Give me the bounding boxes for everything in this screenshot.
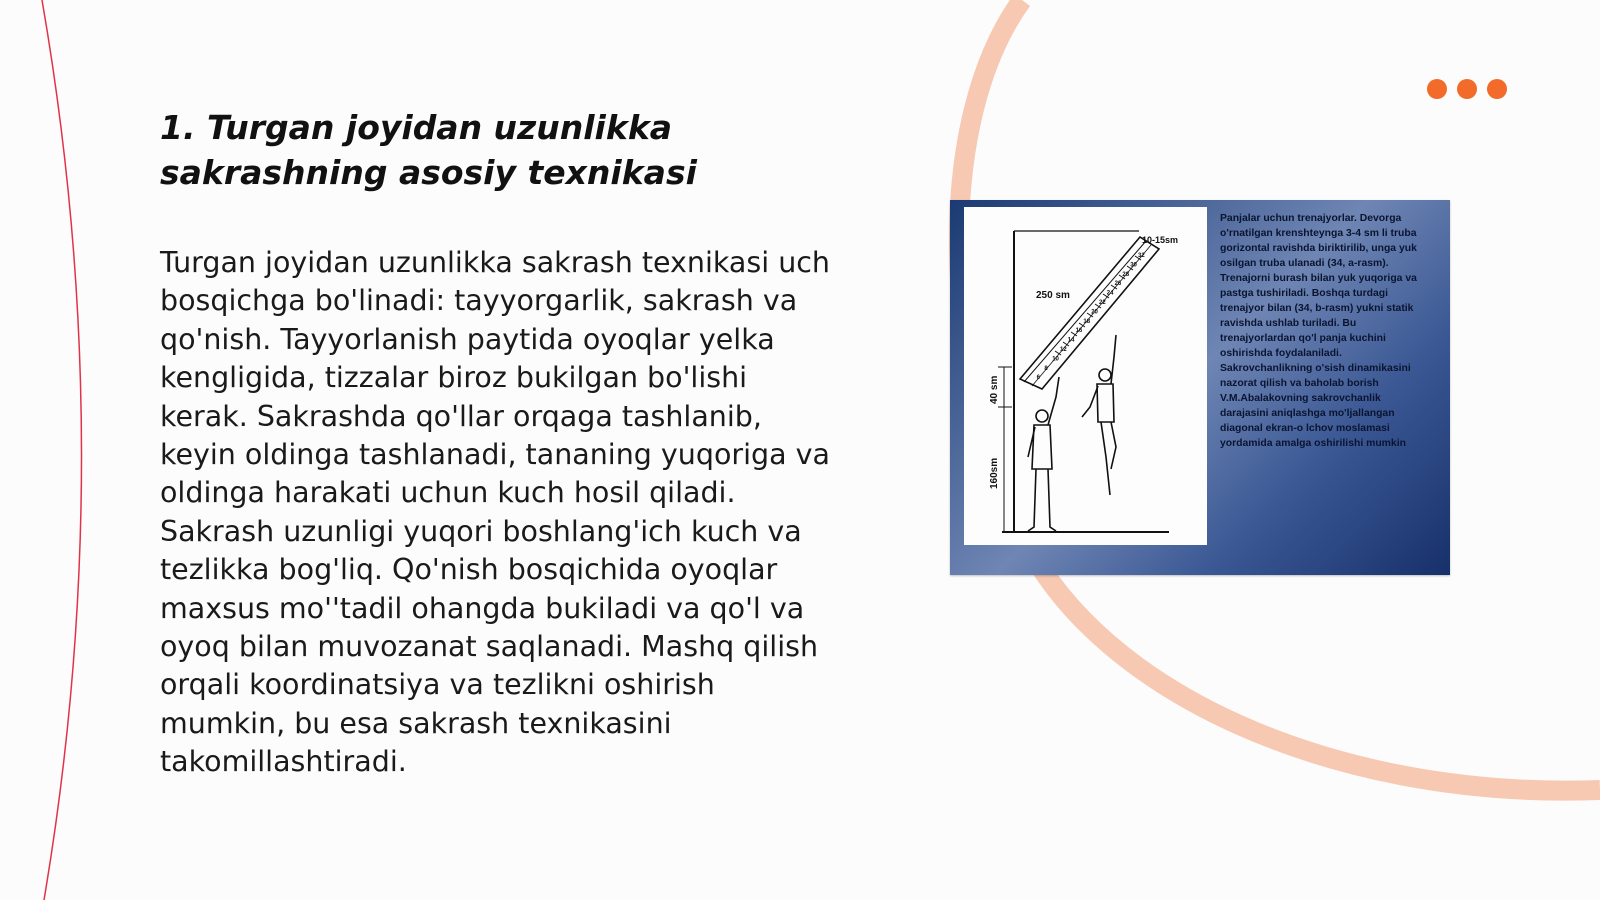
scale-tick-label: 26	[1114, 281, 1122, 288]
diagonal-line	[1024, 241, 1146, 382]
abalakov-diagram	[964, 207, 1207, 545]
slide-body-text: Turgan joyidan uzunlikka sakrash texnikasi uch bosqichga bo'linadi: tayyorgarlik, sakrash va qo'nish. Tayyorlanish paytida oyoqlar yelka kengligida, tizzalar biroz bukilgan bo'lishi kerak. Sakrashda qo'llar orqaga tashlanib, keyin oldinga tashlanadi, tananing yuqoriga va oldinga harakati uchun kuch hosil qiladi. Sakrash uzunligi yuqori boshlang'ich kuch va tezlikka bog'liq. Qo'nish bosqichida oyoqlar maxsus mo''tadil ohangda bukiladi va qo'l va oyoq bilan muvozanat saqlanadi. Mashq qilish orqali koordinatsiya va tezlikni oshirish mumkin, bu esa sakrash texnikasini takomillashtiradi.	[160, 246, 830, 779]
dot-icon	[1457, 79, 1477, 99]
jump-measurement-figure	[950, 200, 1450, 575]
scale-tick-label: 6	[1036, 375, 1040, 382]
scale-tick-label: 18	[1083, 318, 1091, 325]
scale-tick-label: 16	[1075, 328, 1083, 335]
standing-athlete-figure	[1028, 377, 1059, 531]
scale-tick-label: 12	[1060, 347, 1067, 353]
slide-title: 1. Turgan joyidan uzunlikka sakrashning asosiy texnikasi	[160, 108, 697, 192]
diagram-label-height: 160sm	[989, 457, 1000, 489]
scale-tick-label: 22	[1099, 300, 1106, 306]
figure-caption-text: Panjalar uchun trenajyorlar. Devorga o'rnatilgan krenshteynga 3-4 sm li truba gorizontal ravishda biriktirilib, unga yuk osilgan truba ulanadi (34, a-rasm). Trenajorni burash bilan yuk yuqoriga va pastga tushiriladi. Boshqa turdagi trenajyor bilan (34, b-rasm) yukni statik ravishda ushlab turiladi. Bu trenajyorlardan qo'l panja kuchini oshirishda foydalaniladi. Sakrovchanlikning o'sish dinamikasini nazorat qilish va baholab borish V.M.Abalakovning sakrovchanlik darajasini aniqlashga mo'ljallangan diagonal ekran-o lchov moslamasi yordamida amalga oshirilishi mumkin	[1220, 213, 1417, 449]
scale-tick-label: 10	[1052, 356, 1059, 363]
jumping-athlete-figure	[1082, 335, 1116, 495]
diagram-label-offset: 40 sm	[989, 375, 1000, 404]
scale-tick-label: 8	[1044, 365, 1048, 372]
scale-tick-label: 28	[1122, 271, 1130, 278]
scale-tick-label: 24	[1106, 290, 1114, 297]
scale-tick-label: 30	[1130, 262, 1137, 269]
left-decorative-curve	[42, 0, 82, 900]
diagram-label-top-gap: 10-15sm	[1142, 235, 1179, 245]
more-dots-icon	[1427, 79, 1507, 99]
scale-tick-label: 14	[1067, 337, 1075, 344]
dot-icon	[1427, 79, 1447, 99]
dot-icon	[1487, 79, 1507, 99]
scale-tick-label: 20	[1091, 309, 1098, 316]
diagram-label-length: 250 sm	[1036, 290, 1070, 301]
scale-tick-label: 32	[1138, 253, 1145, 259]
